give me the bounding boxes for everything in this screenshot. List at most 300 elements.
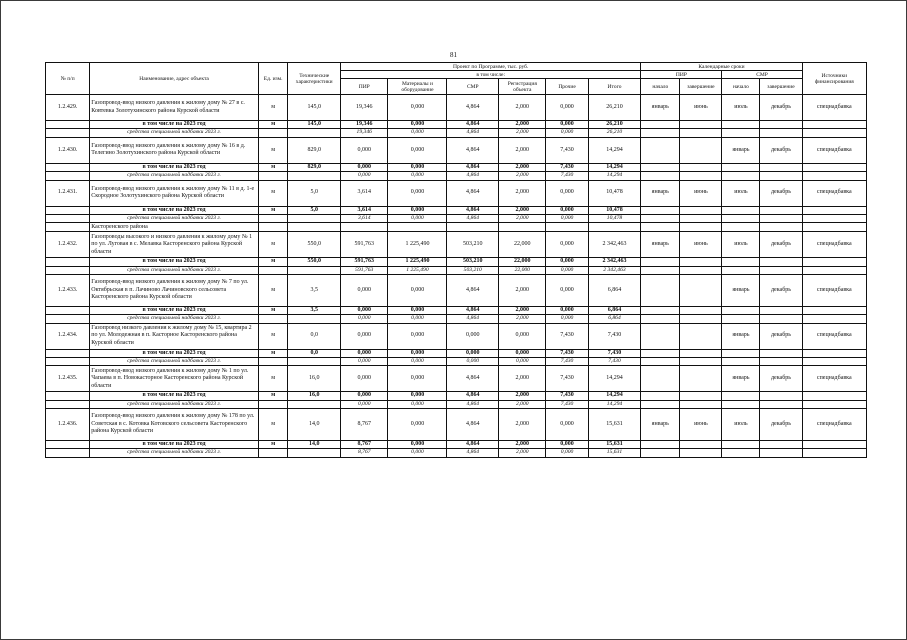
object-other: 7,430 <box>546 323 588 349</box>
surcharge-empty <box>680 400 722 408</box>
surcharge-empty <box>722 315 760 323</box>
section-empty <box>258 223 288 232</box>
object-total: 14,294 <box>588 366 641 392</box>
total-mat: 0,000 <box>388 349 447 357</box>
total-2023-row <box>46 121 867 129</box>
object-smr: 0,000 <box>447 323 499 349</box>
total-mat: 0,000 <box>388 306 447 314</box>
surcharge-empty <box>46 358 90 366</box>
surcharge-row <box>46 358 867 366</box>
pir-end <box>680 137 722 163</box>
col-incl-header: в том числе: <box>341 71 641 79</box>
total-empty <box>802 206 866 214</box>
total-empty <box>760 206 802 214</box>
object-tech: 550,0 <box>288 232 341 258</box>
total-unit: м <box>258 163 288 171</box>
object-other: 0,000 <box>546 95 588 121</box>
smr-start: июль <box>722 180 760 206</box>
total-mat: 0,000 <box>388 440 447 448</box>
surcharge-other: 7,430 <box>546 400 588 408</box>
total-other: 0,000 <box>546 206 588 214</box>
surcharge-total: 2 342,463 <box>588 266 641 274</box>
total-empty <box>722 258 760 266</box>
object-name: Газопровод низкого давления к жилому дому № 15, квартира 2 по ул. Молодежная в п. Касторное Касторенского района Курской области <box>90 323 259 349</box>
pir-end <box>680 366 722 392</box>
total-empty <box>802 440 866 448</box>
object-name: Газопровод-ввод низкого давления к жилому дому № 7 по ул. Октябрьская в п. Лачиново Лачиновского сельсовета Касторенского района Курской области <box>90 275 259 307</box>
surcharge-empty <box>722 449 760 457</box>
surcharge-empty <box>258 449 288 457</box>
surcharge-smr: 0,000 <box>447 358 499 366</box>
surcharge-mat: 0,000 <box>388 129 447 137</box>
section-title: Касторенского района <box>90 223 259 232</box>
object-total: 10,478 <box>588 180 641 206</box>
surcharge-mat: 0,000 <box>388 215 447 223</box>
object-name: Газопровод-ввод низкого давления к жилому дому № 178 по ул. Советская в с. Котовка Котовского сельсовета Касторенского района Курской области <box>90 409 259 441</box>
col-start-header: начало <box>641 79 680 95</box>
object-pir: 0,000 <box>341 323 388 349</box>
object-number: 1.2.430. <box>46 137 90 163</box>
object-name: Газопроводы высокого и низкого давления к жилому дому № 1 по ул. Луговая в с. Мелавка Касторенского района Курской области <box>90 232 259 258</box>
total-pir: 0,000 <box>341 349 388 357</box>
section-empty <box>680 223 722 232</box>
pir-start <box>641 137 680 163</box>
surcharge-empty <box>802 129 866 137</box>
surcharge-empty <box>46 400 90 408</box>
pir-start: январь <box>641 180 680 206</box>
col-other-header: Прочие <box>546 79 588 95</box>
total-2023-row <box>46 258 867 266</box>
object-tech: 16,0 <box>288 366 341 392</box>
col-proj-header: Проект по Программе, тыс. руб. <box>341 63 641 71</box>
total-label: в том числе на 2023 год <box>90 206 259 214</box>
total-empty <box>641 392 680 400</box>
surcharge-empty <box>641 215 680 223</box>
object-unit: м <box>258 323 288 349</box>
smr-start: январь <box>722 275 760 307</box>
object-row <box>46 275 867 307</box>
total-2023-row <box>46 306 867 314</box>
object-tech: 145,0 <box>288 95 341 121</box>
object-other: 0,000 <box>546 180 588 206</box>
total-tech: 145,0 <box>288 121 341 129</box>
total-empty <box>46 206 90 214</box>
total-empty <box>680 392 722 400</box>
total-2023-row <box>46 392 867 400</box>
object-number: 1.2.436. <box>46 409 90 441</box>
total-label: в том числе на 2023 год <box>90 440 259 448</box>
total-smr: 4,864 <box>447 440 499 448</box>
object-number: 1.2.434. <box>46 323 90 349</box>
total-reg: 2,000 <box>499 163 546 171</box>
surcharge-empty <box>288 129 341 137</box>
surcharge-total: 7,430 <box>588 358 641 366</box>
section-empty <box>288 223 341 232</box>
total-smr: 0,000 <box>447 349 499 357</box>
total-sum: 15,631 <box>588 440 641 448</box>
total-empty <box>641 306 680 314</box>
surcharge-empty <box>802 266 866 274</box>
object-smr: 4,864 <box>447 275 499 307</box>
surcharge-empty <box>258 315 288 323</box>
object-row <box>46 180 867 206</box>
surcharge-pir: 0,000 <box>341 172 388 180</box>
surcharge-empty <box>46 315 90 323</box>
object-tech: 0,0 <box>288 323 341 349</box>
col-smr-header: СМР <box>447 79 499 95</box>
object-smr: 4,864 <box>447 95 499 121</box>
object-unit: м <box>258 409 288 441</box>
surcharge-empty <box>760 449 802 457</box>
funding-source: спецнадбавка <box>802 366 866 392</box>
total-reg: 2,000 <box>499 121 546 129</box>
total-other: 7,430 <box>546 392 588 400</box>
register-table <box>45 62 867 458</box>
total-empty <box>760 392 802 400</box>
object-reg: 22,000 <box>499 232 546 258</box>
funding-source: спецнадбавка <box>802 95 866 121</box>
total-reg: 2,000 <box>499 206 546 214</box>
surcharge-row <box>46 315 867 323</box>
total-empty <box>760 163 802 171</box>
col-cal-smr-header: СМР <box>722 71 802 79</box>
surcharge-empty <box>288 400 341 408</box>
surcharge-other: 7,430 <box>546 358 588 366</box>
total-other: 0,000 <box>546 440 588 448</box>
smr-start: январь <box>722 137 760 163</box>
smr-end: декабрь <box>760 180 802 206</box>
object-reg: 2,000 <box>499 137 546 163</box>
surcharge-total: 26,210 <box>588 129 641 137</box>
total-tech: 16,0 <box>288 392 341 400</box>
funding-source: спецнадбавка <box>802 275 866 307</box>
surcharge-empty <box>680 172 722 180</box>
smr-start: июль <box>722 232 760 258</box>
total-empty <box>722 206 760 214</box>
total-empty <box>722 349 760 357</box>
surcharge-row <box>46 172 867 180</box>
surcharge-pir: 0,000 <box>341 315 388 323</box>
object-name: Газопровод-ввод низкого давления к жилому дому № 16 в д. Телегино Золотухинского района Курской области <box>90 137 259 163</box>
surcharge-row <box>46 215 867 223</box>
col-cal-header: Календарные сроки <box>641 63 802 71</box>
pir-start: январь <box>641 95 680 121</box>
funding-source: спецнадбавка <box>802 232 866 258</box>
surcharge-empty <box>46 172 90 180</box>
total-empty <box>680 121 722 129</box>
total-pir: 0,000 <box>341 306 388 314</box>
object-row <box>46 95 867 121</box>
section-empty <box>802 223 866 232</box>
object-row <box>46 323 867 349</box>
pir-start: январь <box>641 232 680 258</box>
total-empty <box>802 306 866 314</box>
object-number: 1.2.431. <box>46 180 90 206</box>
surcharge-mat: 0,000 <box>388 172 447 180</box>
surcharge-empty <box>760 400 802 408</box>
total-sum: 14,294 <box>588 392 641 400</box>
surcharge-empty <box>288 315 341 323</box>
surcharge-pir: 8,767 <box>341 449 388 457</box>
object-other: 0,000 <box>546 232 588 258</box>
total-label: в том числе на 2023 год <box>90 258 259 266</box>
surcharge-total: 14,294 <box>588 400 641 408</box>
total-mat: 0,000 <box>388 163 447 171</box>
object-mat: 0,000 <box>388 366 447 392</box>
surcharge-smr: 4,864 <box>447 449 499 457</box>
object-mat: 0,000 <box>388 409 447 441</box>
total-sum: 7,430 <box>588 349 641 357</box>
object-mat: 0,000 <box>388 137 447 163</box>
object-total: 26,210 <box>588 95 641 121</box>
object-mat: 0,000 <box>388 180 447 206</box>
total-pir: 19,346 <box>341 121 388 129</box>
smr-end: декабрь <box>760 323 802 349</box>
object-pir: 0,000 <box>341 366 388 392</box>
total-empty <box>641 206 680 214</box>
total-smr: 4,864 <box>447 392 499 400</box>
object-name: Газопровод-ввод низкого давления к жилому дому № 1 по ул. Чапаева в п. Новокасторное Касторенского района Курской области <box>90 366 259 392</box>
surcharge-reg: 2,000 <box>499 315 546 323</box>
total-empty <box>802 163 866 171</box>
total-tech: 550,0 <box>288 258 341 266</box>
surcharge-reg: 0,000 <box>499 358 546 366</box>
surcharge-reg: 2,000 <box>499 129 546 137</box>
total-unit: м <box>258 349 288 357</box>
total-pir: 591,763 <box>341 258 388 266</box>
surcharge-empty <box>641 400 680 408</box>
object-other: 0,000 <box>546 409 588 441</box>
surcharge-empty <box>288 215 341 223</box>
surcharge-smr: 4,864 <box>447 315 499 323</box>
total-mat: 1 225,490 <box>388 258 447 266</box>
object-smr: 4,864 <box>447 137 499 163</box>
total-empty <box>760 440 802 448</box>
pir-end <box>680 275 722 307</box>
total-empty <box>680 206 722 214</box>
total-empty <box>722 306 760 314</box>
object-tech: 3,5 <box>288 275 341 307</box>
section-empty <box>546 223 588 232</box>
object-pir: 8,767 <box>341 409 388 441</box>
total-empty <box>46 440 90 448</box>
surcharge-empty <box>46 449 90 457</box>
total-sum: 26,210 <box>588 121 641 129</box>
total-empty <box>680 349 722 357</box>
surcharge-empty <box>46 266 90 274</box>
surcharge-empty <box>802 400 866 408</box>
surcharge-mat: 1 225,490 <box>388 266 447 274</box>
surcharge-empty <box>46 215 90 223</box>
pir-end: июнь <box>680 180 722 206</box>
surcharge-empty <box>680 266 722 274</box>
surcharge-empty <box>680 315 722 323</box>
surcharge-empty <box>760 129 802 137</box>
total-smr: 4,864 <box>447 163 499 171</box>
pir-end <box>680 323 722 349</box>
surcharge-empty <box>641 266 680 274</box>
surcharge-empty <box>680 129 722 137</box>
surcharge-empty <box>722 215 760 223</box>
funding-source: спецнадбавка <box>802 137 866 163</box>
total-label: в том числе на 2023 год <box>90 121 259 129</box>
surcharge-empty <box>680 358 722 366</box>
surcharge-pir: 0,000 <box>341 400 388 408</box>
surcharge-empty <box>722 172 760 180</box>
object-reg: 2,000 <box>499 95 546 121</box>
surcharge-mat: 0,000 <box>388 315 447 323</box>
object-unit: м <box>258 366 288 392</box>
section-row <box>46 223 867 232</box>
surcharge-other: 0,000 <box>546 315 588 323</box>
object-number: 1.2.432. <box>46 232 90 258</box>
pir-start <box>641 323 680 349</box>
surcharge-empty <box>802 215 866 223</box>
object-reg: 2,000 <box>499 275 546 307</box>
surcharge-other: 0,000 <box>546 266 588 274</box>
total-empty <box>802 392 866 400</box>
object-number: 1.2.429. <box>46 95 90 121</box>
object-reg: 2,000 <box>499 180 546 206</box>
object-smr: 503,210 <box>447 232 499 258</box>
surcharge-smr: 4,864 <box>447 400 499 408</box>
object-name: Газопровод-ввод низкого давления к жилому дому № 11 в д. 1-е Скородное Золотухинского района Курской области <box>90 180 259 206</box>
total-smr: 4,864 <box>447 121 499 129</box>
total-empty <box>641 349 680 357</box>
surcharge-reg: 2,000 <box>499 449 546 457</box>
smr-start: июль <box>722 95 760 121</box>
total-empty <box>802 258 866 266</box>
total-empty <box>760 121 802 129</box>
surcharge-pir: 591,763 <box>341 266 388 274</box>
object-mat: 0,000 <box>388 323 447 349</box>
object-mat: 0,000 <box>388 95 447 121</box>
total-pir: 0,000 <box>341 392 388 400</box>
surcharge-empty <box>288 266 341 274</box>
surcharge-pir: 0,000 <box>341 358 388 366</box>
surcharge-empty <box>258 172 288 180</box>
object-total: 7,430 <box>588 323 641 349</box>
register-body <box>46 95 867 458</box>
smr-end: декабрь <box>760 409 802 441</box>
total-label: в том числе на 2023 год <box>90 349 259 357</box>
surcharge-other: 7,430 <box>546 172 588 180</box>
pir-start: январь <box>641 409 680 441</box>
total-empty <box>680 258 722 266</box>
funding-source: спецнадбавка <box>802 180 866 206</box>
total-empty <box>722 163 760 171</box>
surcharge-reg: 2,000 <box>499 400 546 408</box>
object-smr: 4,864 <box>447 180 499 206</box>
section-num <box>46 223 90 232</box>
total-smr: 4,864 <box>447 206 499 214</box>
object-mat: 0,000 <box>388 275 447 307</box>
surcharge-empty <box>288 172 341 180</box>
surcharge-empty <box>641 315 680 323</box>
total-tech: 0,0 <box>288 349 341 357</box>
object-reg: 2,000 <box>499 409 546 441</box>
total-sum: 2 342,463 <box>588 258 641 266</box>
pir-end: июнь <box>680 409 722 441</box>
col-name-header: Наименование, адрес объекта <box>90 63 259 95</box>
total-reg: 2,000 <box>499 306 546 314</box>
surcharge-empty <box>802 315 866 323</box>
total-label: в том числе на 2023 год <box>90 392 259 400</box>
total-label: в том числе на 2023 год <box>90 163 259 171</box>
total-2023-row <box>46 163 867 171</box>
total-empty <box>680 306 722 314</box>
section-empty <box>641 223 680 232</box>
surcharge-empty <box>760 266 802 274</box>
object-tech: 14,0 <box>288 409 341 441</box>
total-empty <box>802 349 866 357</box>
smr-end: декабрь <box>760 137 802 163</box>
total-2023-row <box>46 206 867 214</box>
surcharge-other: 0,000 <box>546 129 588 137</box>
total-reg: 2,000 <box>499 392 546 400</box>
total-mat: 0,000 <box>388 206 447 214</box>
object-pir: 591,763 <box>341 232 388 258</box>
object-pir: 0,000 <box>341 275 388 307</box>
total-empty <box>802 121 866 129</box>
object-unit: м <box>258 137 288 163</box>
object-other: 7,430 <box>546 366 588 392</box>
surcharge-smr: 4,864 <box>447 172 499 180</box>
surcharge-empty <box>760 172 802 180</box>
surcharge-other: 0,000 <box>546 215 588 223</box>
object-unit: м <box>258 232 288 258</box>
total-sum: 6,864 <box>588 306 641 314</box>
total-reg: 0,000 <box>499 349 546 357</box>
funding-source: спецнадбавка <box>802 323 866 349</box>
surcharge-row <box>46 129 867 137</box>
total-other: 0,000 <box>546 306 588 314</box>
surcharge-row <box>46 400 867 408</box>
total-empty <box>46 258 90 266</box>
object-total: 6,864 <box>588 275 641 307</box>
surcharge-total: 14,294 <box>588 172 641 180</box>
total-other: 7,430 <box>546 163 588 171</box>
section-empty <box>388 223 447 232</box>
total-empty <box>641 163 680 171</box>
section-empty <box>588 223 641 232</box>
section-empty <box>499 223 546 232</box>
total-unit: м <box>258 121 288 129</box>
surcharge-label: средства специальной надбавки 2023 г. <box>90 266 259 274</box>
smr-end: декабрь <box>760 366 802 392</box>
object-total: 2 342,463 <box>588 232 641 258</box>
surcharge-pir: 3,614 <box>341 215 388 223</box>
total-tech: 5,0 <box>288 206 341 214</box>
surcharge-empty <box>722 129 760 137</box>
surcharge-empty <box>288 449 341 457</box>
total-other: 0,000 <box>546 258 588 266</box>
total-mat: 0,000 <box>388 392 447 400</box>
total-reg: 22,000 <box>499 258 546 266</box>
total-unit: м <box>258 258 288 266</box>
total-empty <box>760 306 802 314</box>
surcharge-empty <box>288 358 341 366</box>
total-empty <box>760 258 802 266</box>
object-total: 14,294 <box>588 137 641 163</box>
surcharge-label: средства специальной надбавки 2023 г. <box>90 400 259 408</box>
total-empty <box>641 121 680 129</box>
surcharge-label: средства специальной надбавки 2023 г. <box>90 315 259 323</box>
surcharge-smr: 4,864 <box>447 215 499 223</box>
object-number: 1.2.435. <box>46 366 90 392</box>
object-reg: 2,000 <box>499 366 546 392</box>
surcharge-label: средства специальной надбавки 2023 г. <box>90 129 259 137</box>
